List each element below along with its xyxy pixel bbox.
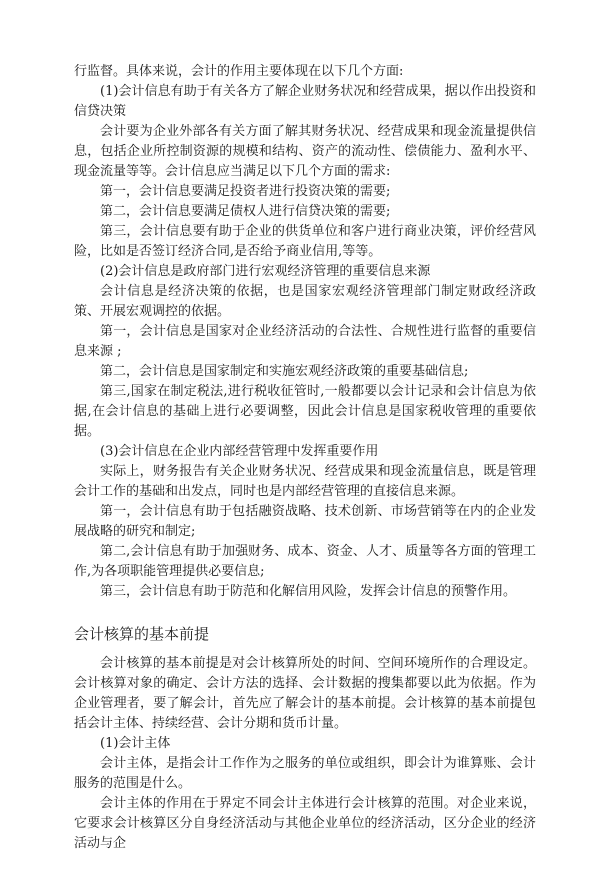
- subheading-macro-management: (2)会计信息是政府部门进行宏观经济管理的重要信息来源: [100, 264, 431, 279]
- paragraph: 实际上，财务报告有关企业财务状况、经营成果和现金流量信息，既是管理会计工作的基础和出发点，同时也是内部经营管理的直接信息来源。: [74, 464, 536, 499]
- paragraph: 会计信息是经济决策的依据，也是国家宏观经济管理部门制定财政经济政策、开展宏观调控的依据。: [74, 284, 536, 319]
- paragraph: 会计主体，是指会计工作作为之服务的单位或组织，即会计为谁算账、会计服务的范围是什么。: [74, 756, 536, 791]
- list-item: 第二，会计信息要满足债权人进行信贷决策的需要;: [100, 204, 391, 219]
- document-page: [74, 62, 536, 854]
- section-roles-of-accounting: [74, 62, 536, 602]
- list-item: 第一，会计信息要满足投资者进行投资决策的需要;: [100, 184, 391, 199]
- list-item: 第三，会计信息有助于防范和化解信用风险，发挥会计信息的预警作用。: [100, 584, 517, 599]
- paragraph: 行监督。具体来说，会计的作用主要体现在以下几个方面:: [74, 64, 404, 79]
- subheading-investment-credit: (1)会计信息有助于有关各方了解企业财务状况和经营成果，据以作出投资和信贷决策: [74, 84, 536, 119]
- list-item: 第二，会计信息是国家制定和实施宏观经济政策的重要基础信息;: [100, 364, 469, 379]
- subheading-accounting-entity: (1)会计主体: [100, 736, 171, 751]
- section-basic-assumptions: [74, 654, 536, 854]
- paragraph: 会计主体的作用在于界定不同会计主体进行会计核算的范围。对企业来说，它要求会计核算区分自身经济活动与其他企业单位的经济活动，区分企业的经济活动与企: [74, 796, 536, 851]
- list-item: 第一，会计信息是国家对企业经济活动的合法性、合规性进行监督的重要信息来源 ;: [74, 324, 536, 359]
- list-item: 第三，会计信息要有助于企业的供货单位和客户进行商业决策，评价经营风险，比如是否签订经济合同,是否给予商业信用,等等。: [74, 224, 536, 259]
- section-heading: 会计核算的基本前提: [74, 625, 210, 643]
- paragraph: 会计核算的基本前提是对会计核算所处的时间、空间环境所作的合理设定。会计核算对象的确定、会计方法的选择、会计数据的搜集都要以此为依据。作为企业管理者，要了解会计，首先应了解会计的基本前提。会计核算的基本前提包括会计主体、持续经营、会计分期和货币计量。: [74, 656, 536, 731]
- subheading-internal-management: (3)会计信息在企业内部经营管理中发挥重要作用: [100, 444, 379, 459]
- list-item: 第三,国家在制定税法,进行税收征管时,一般都要以会计记录和会计信息为依据,在会计信息的基础上进行必要调整，因此会计信息是国家税收管理的重要依据。: [74, 384, 536, 439]
- list-item: 第二,会计信息有助于加强财务、成本、资金、人才、质量等各方面的管理工作,为各项职能管理提供必要信息;: [74, 544, 536, 579]
- paragraph: 会计要为企业外部各有关方面了解其财务状况、经营成果和现金流量提供信息，包括企业所控制资源的规模和结构、资产的流动性、偿债能力、盈利水平、现金流量等等。会计信息应当满足以下几个方面的需求:: [74, 124, 536, 179]
- list-item: 第一，会计信息有助于包括融资战略、技术创新、市场营销等在内的企业发展战略的研究和制定;: [74, 504, 536, 539]
